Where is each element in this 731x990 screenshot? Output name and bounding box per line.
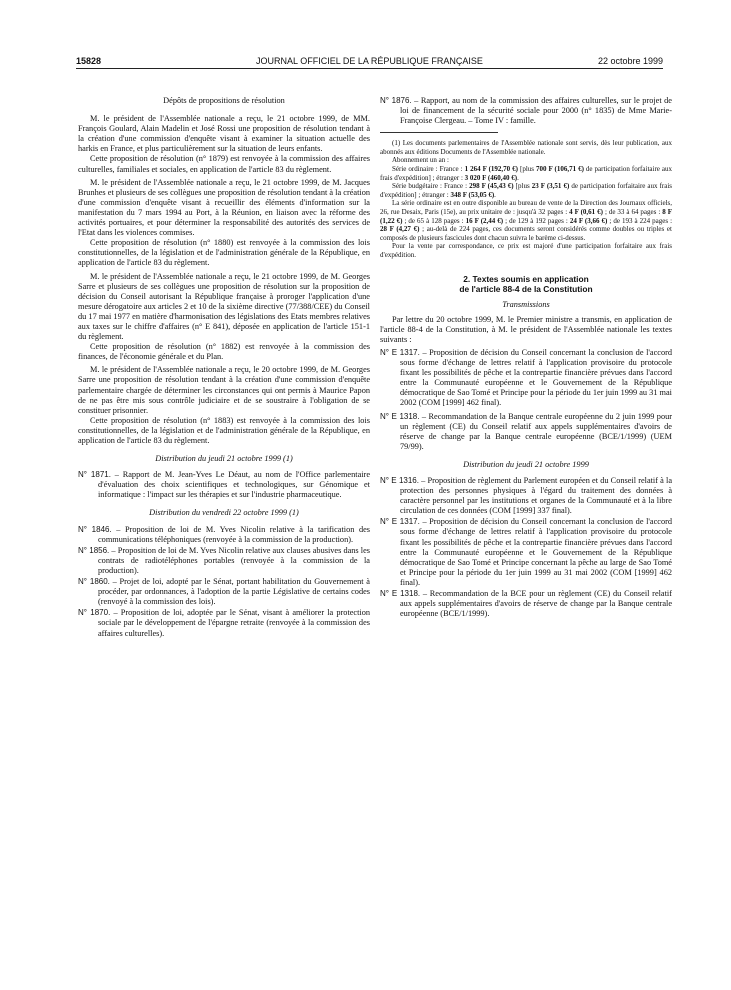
text-run: de participation forfaitaire aux frais d'expédition] ; étranger : bbox=[380, 182, 673, 199]
intro-paragraph: Par lettre du 20 octobre 1999, M. le Premier ministre a transmis, en application de l'article 88-4 de la Constitution, à M. le président de l'Assemblée nationale les textes suivants : bbox=[380, 314, 672, 344]
item-ref: N° 1870. bbox=[78, 608, 111, 618]
price: 3 020 F (460,40 €) bbox=[464, 173, 518, 182]
section-title-line1: 2. Textes soumis en application bbox=[463, 273, 589, 284]
price: 298 F (45,43 €) bbox=[469, 182, 514, 191]
transmissions-heading: Transmissions bbox=[502, 299, 550, 309]
footnote bbox=[380, 139, 672, 259]
text-run: La série ordinaire est en outre disponible au bureau de vente de la Direction des Journaux officiels, 26, rue Desaix, Paris (15e), au prix unitaire de : jusqu'à 32 pages : bbox=[380, 199, 672, 217]
paragraph: Cette proposition de résolution (n° 1880) est renvoyée à la commission des lois constitutionnelles, de la législation et de l'administration générale de la République, en application de l'article 83 du règlement. bbox=[78, 238, 370, 268]
item-text: – Rapport, au nom de la commission des affaires culturelles, sur le projet de loi de financement de la sécurité sociale pour 2000 (n° 1835) de Mme Marie-Françoise Clergeau. – Tome IV : famille. bbox=[400, 96, 672, 126]
text-run: ; de 129 à 192 pages : bbox=[503, 216, 570, 225]
text-run: [plus bbox=[513, 182, 532, 191]
section-heading-resolutions: Dépôts de propositions de résolution bbox=[163, 96, 285, 105]
budget-series bbox=[380, 182, 672, 199]
item-ref: N° 1871. bbox=[78, 470, 111, 480]
ordinary-series bbox=[380, 165, 672, 182]
item-text: – Projet de loi, adopté par le Sénat, portant habilitation du Gouvernement à procéder, par ordonnances, à l'adoption de la partie Législative de certains codes (renvoyé à la commission des lois). bbox=[98, 577, 370, 607]
price: 700 F (106,71 €) bbox=[536, 165, 584, 174]
text-run: ; au-delà de 224 pages, ces documents seront considérés comme doubles ou triples et composés de plusieurs fascicules dont chacun suivra le barème ci-dessus. bbox=[380, 225, 672, 242]
item-text: – Proposition de loi de M. Yves Nicolin relative aux clauses abusives dans les contrats de radiotéléphones portables (renvoyée à la commission de la production). bbox=[98, 545, 371, 575]
paragraph: Cette proposition de résolution (n° 1879) est renvoyée à la commission des affaires culturelles, familiales et sociales, en application de l'article 83 du règlement. bbox=[78, 154, 370, 174]
paragraph: M. le président de l'Assemblée nationale a reçu, le 20 octobre 1999, de M. Georges Sarre une proposition de résolution tendant à la création d'une commission d'enquête parlementaire chargée de déterminer les circonstances qui ont permis à Maurice Papon de ne pas être mis sous contrôle judiciaire et de se soustraire à l'obligation de se constituer prisonnier. bbox=[78, 365, 370, 415]
journal-title: JOURNAL OFFICIEL DE LA RÉPUBLIQUE FRANÇAISE bbox=[256, 56, 483, 66]
text-run: ; de 65 à 128 pages : bbox=[402, 216, 466, 225]
text-run: de participation forfaitaire aux frais d'expédition] ; étranger : bbox=[380, 165, 672, 182]
text-run: ; de 33 à 64 pages : bbox=[602, 208, 663, 217]
list-item bbox=[78, 546, 370, 576]
item-ref: N° 1856. bbox=[78, 545, 110, 555]
header-rule bbox=[76, 68, 663, 69]
price: 348 F (53,05 €) bbox=[450, 190, 495, 199]
item-ref: N° E 1318. bbox=[380, 589, 421, 599]
item-ref: N° 1846. bbox=[78, 524, 112, 534]
item-text: – Proposition de décision du Conseil concernant la conclusion de l'accord sous forme d'échange de lettres relatif à l'application provisoire du protocole fixant les possibilités de pêche et la contrepartie financière prévues dans l'accord entre la Communauté européenne et le Gouvernement de la République démocratique de Sao Tomé et Principe concernant la pêche au large de Sao Tomé et Principe pour la période du 1er juin 1999 au 31 mai 2002 (COM [1999] 462 final). bbox=[400, 517, 673, 587]
item-text: – Proposition de loi de M. Yves Nicolin relative à la tarification des communications téléphoniques (renvoyée à la commission de la production). bbox=[98, 524, 370, 544]
item-ref: N° E 1317. bbox=[380, 517, 420, 527]
text-run: . bbox=[517, 173, 519, 182]
issue-date: 22 octobre 1999 bbox=[597, 56, 663, 66]
section-title bbox=[380, 274, 672, 294]
list-item bbox=[380, 412, 672, 452]
price: 4 F (0,61 €) bbox=[569, 208, 603, 217]
list-item bbox=[380, 96, 672, 126]
list-item bbox=[380, 589, 672, 619]
list-item bbox=[78, 525, 370, 545]
text-run: Série ordinaire : France : bbox=[392, 165, 465, 174]
price: 23 F (3,51 €) bbox=[531, 182, 570, 191]
footnote-note: (1) Les documents parlementaires de l'Assemblée nationale sont servis, dès leur publication, aux abonnés aux éditions Documents de l'Assemblée nationale. bbox=[380, 139, 672, 156]
item-text: – Recommandation de la Banque centrale européenne du 2 juin 1999 pour un règlement (CE) du Conseil relatif aux appels supplémentaires d'avoirs de réserve de change par la Banque centrale européenne (BCE/1/1999) (UEM 79/99). bbox=[400, 411, 673, 451]
distribution-heading: Distribution du jeudi 21 octobre 1999 bbox=[463, 459, 589, 469]
item-text: – Rapport de M. Jean-Yves Le Déaut, au nom de l'Office parlementaire d'évaluation des choix scientifiques et technologiques, sur Génomique et informatique : l'impact sur les thérapies et sur l'industrie pharmaceutique. bbox=[98, 470, 370, 500]
text-run: Série budgétaire : France : bbox=[392, 182, 470, 191]
paragraph: M. le président de l'Assemblée nationale a reçu, le 21 octobre 1999, de M. Georges Sarre et plusieurs de ses collègues une proposition de résolution sur la proposition de décision du Conseil autorisant la République française à proroger l'application d'une mesure dérogatoire aux articles 2 et 10 de la sixième directive (77/388/CEE) du Conseil du 17 mai 1977 en matière d'harmonisation des législations des Etats membres relatives aux taxes sur le chiffre d'affaires (n° E 841), déposée en application de l'article 151-1 du règlement. bbox=[78, 271, 370, 342]
price: 8 F (1,22 €) bbox=[380, 208, 672, 225]
item-text: – Proposition de règlement du Parlement européen et du Conseil relatif à la protection des personnes physiques à l'égard du traitement des données à caractère personnel par les institutions et organes de la Communauté et à la libre circulation de ces données (COM [1999] 337 final). bbox=[400, 476, 672, 516]
paragraph: M. le président de l'Assemblée nationale a reçu, le 21 octobre 1999, de MM. François Goulard, Alain Madelin et José Rossi une proposition de résolution tendant à la création d'une commission d'enquête visant à examiner la situation actuelle des harkis en France, et plus particulièrement sur la situation de leurs enfants. bbox=[78, 114, 370, 154]
list-item bbox=[78, 470, 370, 500]
left-column bbox=[78, 96, 370, 640]
footnote-rule bbox=[380, 132, 498, 133]
text-run: ; de 193 à 224 pages : bbox=[607, 216, 673, 225]
item-ref: N° E 1316. bbox=[380, 476, 419, 485]
price: 24 F (3,66 €) bbox=[569, 216, 608, 225]
section-title-line2: de l'article 88-4 de la Constitution bbox=[459, 283, 593, 294]
text-run: . bbox=[494, 190, 496, 199]
price: 28 F (4,27 €) bbox=[380, 225, 420, 234]
subscription-label: Abonnement un an : bbox=[392, 156, 449, 165]
text-run: [plus bbox=[518, 165, 536, 174]
right-column bbox=[380, 96, 672, 620]
paragraph: M. le président de l'Assemblée nationale a reçu, le 21 octobre 1999, de M. Jacques Brunhes et plusieurs de ses collègues une proposition de résolution tendant à la création d'une commission d'enquête visant à recueillir des éléments d'information sur la manifestation du 7 mars 1994 au Port, à la Réunion, en liaison avec la réforme des activités portuaires, et pour déterminer la responsabilité des autorités des services de l'Etat dans les violences commises. bbox=[78, 177, 370, 238]
item-text: – Proposition de loi, adoptée par le Sénat, visant à améliorer la protection sociale par le développement de l'épargne retraite (renvoyée à la commission des affaires culturelles). bbox=[98, 608, 371, 638]
page-number: 15828 bbox=[76, 56, 102, 66]
price: 16 F (2,44 €) bbox=[465, 216, 504, 225]
list-item bbox=[78, 577, 370, 607]
list-item bbox=[380, 476, 672, 516]
item-ref: N° 1860. bbox=[78, 577, 110, 587]
item-ref: N° E 1317. bbox=[380, 347, 420, 357]
paragraph: Cette proposition de résolution (n° 1883) est renvoyée à la commission des lois constitutionnelles, de la législation et de l'administration générale de la République, en application de l'article 83 du règlement. bbox=[78, 415, 370, 445]
paragraph: Cette proposition de résolution (n° 1882) est renvoyée à la commission des finances, de l'économie générale et du Plan. bbox=[78, 342, 370, 362]
distribution-heading: Distribution du vendredi 22 octobre 1999 (1) bbox=[149, 508, 299, 518]
list-item bbox=[380, 517, 672, 588]
item-ref: N° E 1318. bbox=[380, 411, 420, 421]
unit-prices bbox=[380, 199, 672, 242]
list-item bbox=[78, 608, 370, 638]
price: 1 264 F (192,70 €) bbox=[464, 165, 518, 174]
correspondence-note: Pour la vente par correspondance, ce prix est majoré d'une participation forfaitaire aux frais d'expédition. bbox=[380, 242, 672, 259]
item-ref: N° 1876. bbox=[380, 96, 412, 105]
item-text: – Recommandation de la BCE pour un règlement (CE) du Conseil relatif aux appels supplémentaires d'avoirs de réserve de change par la Banque centrale européenne (BCE/1/1999). bbox=[400, 589, 672, 619]
distribution-heading: Distribution du jeudi 21 octobre 1999 (1) bbox=[155, 454, 293, 464]
item-text: – Proposition de décision du Conseil concernant la conclusion de l'accord sous forme d'échange de lettres relatif à l'application provisoire du protocole fixant les possibilités de pêche et la contrepartie financière prévues dans l'accord entre la Communauté européenne et le Gouvernement de la République démocratique de Sao Tomé et Principe pour la période du 1er juin 1999 au 31 mai 2002 (COM [1999] 462 final). bbox=[400, 347, 673, 408]
list-item bbox=[380, 348, 672, 409]
